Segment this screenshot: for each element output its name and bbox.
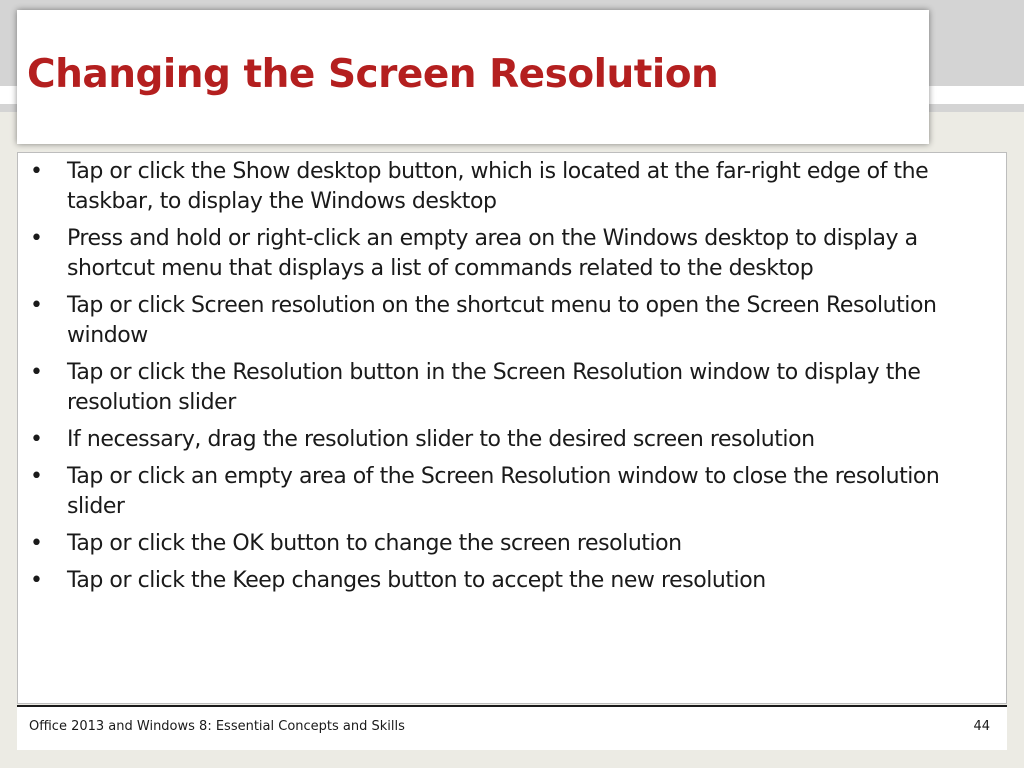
bullet-item bbox=[18, 462, 1006, 522]
bullet-list bbox=[18, 153, 1006, 596]
bullet-item bbox=[18, 358, 1006, 418]
bullet-dot-icon: • bbox=[30, 293, 43, 318]
slide-title: Changing the Screen Resolution bbox=[27, 52, 719, 97]
bullet-text: Tap or click Screen resolution on the shortcut menu to open the Screen Resolution window bbox=[67, 293, 937, 348]
bullet-text: If necessary, drag the resolution slider to the desired screen resolution bbox=[67, 427, 815, 452]
title-panel bbox=[17, 10, 929, 144]
bullet-dot-icon: • bbox=[30, 531, 43, 556]
bullet-item bbox=[18, 566, 1006, 596]
bullet-text: Tap or click the Keep changes button to accept the new resolution bbox=[67, 568, 766, 593]
bullet-text: Tap or click the Resolution button in the Screen Resolution window to display the resolution slider bbox=[67, 360, 921, 415]
bullet-item bbox=[18, 425, 1006, 455]
bullet-text: Tap or click the Show desktop button, which is located at the far-right edge of the taskbar, to display the Windows desktop bbox=[67, 159, 929, 214]
bullet-dot-icon: • bbox=[30, 464, 43, 489]
bullet-item bbox=[18, 291, 1006, 351]
bullet-dot-icon: • bbox=[30, 568, 43, 593]
content-panel bbox=[17, 152, 1007, 704]
bullet-dot-icon: • bbox=[30, 226, 43, 251]
bullet-text: Press and hold or right-click an empty area on the Windows desktop to display a shortcut menu that displays a list of commands related to the desktop bbox=[67, 226, 918, 281]
footer-text: Office 2013 and Windows 8: Essential Concepts and Skills bbox=[29, 719, 405, 734]
footer bbox=[17, 707, 1007, 750]
bullet-item bbox=[18, 224, 1006, 284]
page-number: 44 bbox=[973, 719, 990, 734]
bullet-dot-icon: • bbox=[30, 427, 43, 452]
bullet-item bbox=[18, 529, 1006, 559]
bullet-dot-icon: • bbox=[30, 360, 43, 385]
bullet-text: Tap or click the OK button to change the screen resolution bbox=[67, 531, 682, 556]
bullet-item bbox=[18, 157, 1006, 217]
bullet-text: Tap or click an empty area of the Screen Resolution window to close the resolution slider bbox=[67, 464, 940, 519]
bullet-dot-icon: • bbox=[30, 159, 43, 184]
